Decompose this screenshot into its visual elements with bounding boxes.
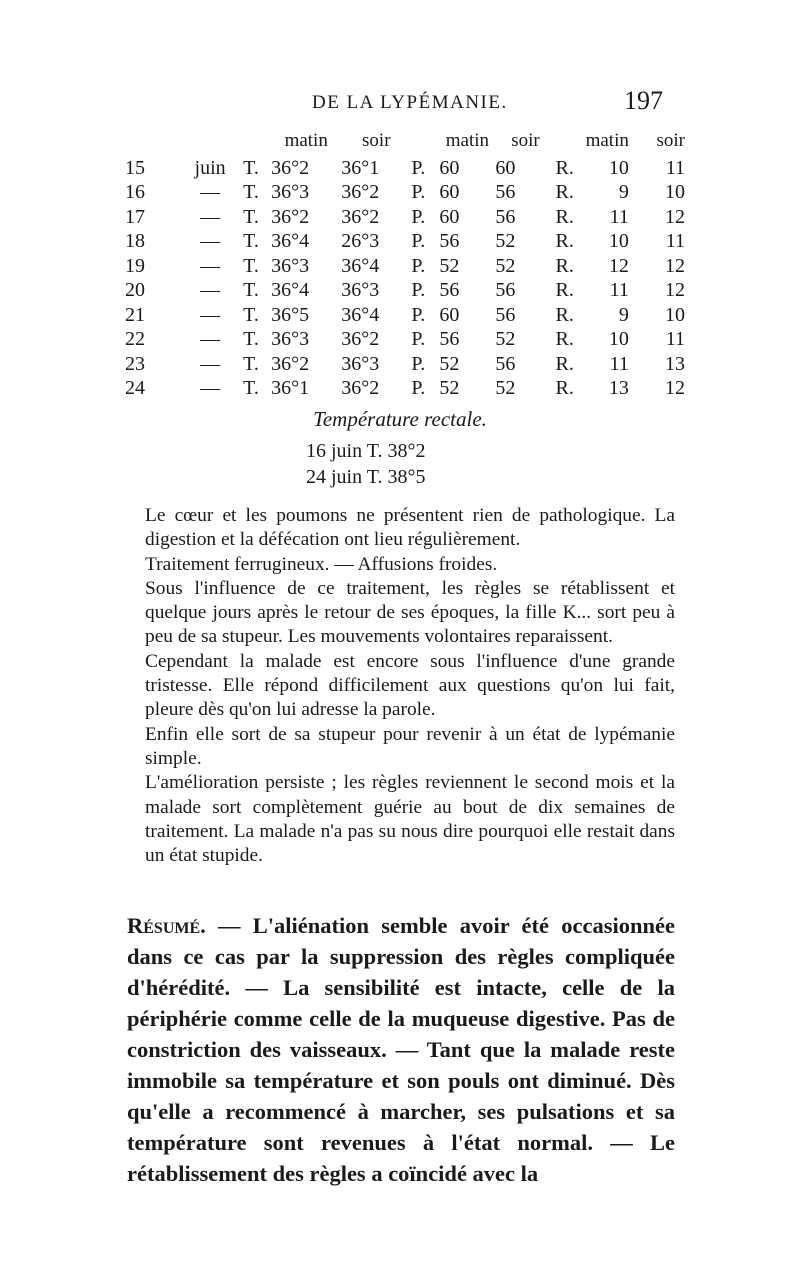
pulse-evening: 60	[495, 156, 516, 179]
day-cell: 20	[125, 279, 145, 302]
temperature-morning: 36°2	[271, 156, 310, 179]
pulse-label: P.	[411, 279, 426, 302]
pulse-label: P.	[411, 303, 426, 326]
table-body	[125, 156, 685, 401]
day-cell: 22	[125, 328, 145, 351]
column-header: soir	[362, 130, 391, 151]
running-title: DE LA LYPÉMANIE.	[312, 92, 508, 113]
table-row	[125, 279, 685, 304]
temperature-morning: 36°2	[271, 352, 310, 375]
temperature-label: T.	[243, 352, 259, 375]
respiration-evening: 11	[665, 230, 685, 253]
temperature-label: T.	[243, 181, 259, 204]
table-row	[125, 156, 685, 181]
respiration-label: R.	[555, 303, 574, 326]
temperature-evening: 36°4	[341, 254, 380, 277]
paragraph: Traitement ferrugineux. — Affusions froides.	[145, 553, 498, 575]
day-cell: 24	[125, 377, 145, 400]
respiration-morning: 11	[609, 279, 629, 302]
day-cell: 21	[125, 303, 145, 326]
pulse-evening: 56	[495, 352, 516, 375]
rectal-temperature-line: 24 juin T. 38°5	[306, 466, 426, 488]
respiration-morning: 9	[618, 181, 629, 204]
rectal-temperature-line: 16 juin T. 38°2	[306, 440, 426, 462]
respiration-label: R.	[555, 328, 574, 351]
temperature-evening: 36°3	[341, 279, 380, 302]
body-text	[145, 504, 675, 868]
paragraph: L'amélioration persiste ; les règles reviennent le second mois et la malade sort complètement guérie au bout de dix semaines de traitement. La malade n'a pas su nous dire pourquoi elle restait dans un état stupide.	[145, 772, 675, 867]
temperature-label: T.	[243, 279, 259, 302]
temperature-morning: 36°4	[271, 230, 310, 253]
temperature-morning: 36°3	[271, 181, 310, 204]
pulse-morning: 52	[439, 352, 460, 375]
temperature-morning: 36°2	[271, 205, 310, 228]
column-header: matin	[445, 130, 490, 151]
pulse-evening: 52	[495, 254, 516, 277]
pulse-morning: 52	[439, 377, 460, 400]
pulse-evening: 52	[495, 328, 516, 351]
paragraph: Sous l'influence de ce traitement, les règles se rétablissent et quelque jours après le retour de ses époques, la fille K... sort peu à peu de sa stupeur. Les mouvements volontaires reparaissent.	[145, 577, 675, 648]
pulse-morning: 56	[439, 279, 460, 302]
month-cell: —	[200, 352, 221, 375]
pulse-label: P.	[411, 254, 426, 277]
month-cell: —	[200, 377, 221, 400]
respiration-evening: 12	[665, 254, 685, 277]
pulse-evening: 56	[495, 279, 516, 302]
table-row	[125, 205, 685, 230]
respiration-label: R.	[555, 352, 574, 375]
pulse-label: P.	[411, 230, 426, 253]
pulse-morning: 56	[439, 230, 460, 253]
table-row	[125, 328, 685, 353]
resume-label: Résumé.	[127, 913, 206, 938]
respiration-morning: 13	[608, 377, 629, 400]
temperature-evening: 36°2	[341, 377, 380, 400]
table-row	[125, 303, 685, 328]
page-number: 197	[624, 86, 663, 115]
pulse-evening: 56	[495, 303, 516, 326]
vitals-table	[125, 126, 685, 401]
table-row	[125, 377, 685, 402]
respiration-label: R.	[555, 156, 574, 179]
month-cell: —	[200, 279, 221, 302]
respiration-evening: 11	[665, 156, 685, 179]
table-row	[125, 352, 685, 377]
paragraph: Enfin elle sort de sa stupeur pour revenir à un état de lypémanie simple.	[145, 723, 675, 769]
respiration-evening: 12	[665, 279, 685, 302]
respiration-label: R.	[555, 205, 574, 228]
table-header-row	[125, 126, 685, 156]
temperature-evening: 36°3	[341, 352, 380, 375]
respiration-morning: 10	[608, 156, 629, 179]
temperature-label: T.	[243, 230, 259, 253]
day-cell: 16	[125, 181, 145, 204]
temperature-label: T.	[243, 328, 259, 351]
paragraph: Le cœur et les poumons ne présentent rien de pathologique. La digestion et la défécation ont lieu régulièrement.	[145, 505, 675, 551]
respiration-evening: 13	[665, 352, 685, 375]
rectal-temperature-title: Température rectale.	[313, 407, 487, 431]
temperature-label: T.	[243, 205, 259, 228]
temperature-label: T.	[243, 303, 259, 326]
day-cell: 23	[125, 352, 145, 375]
pulse-morning: 60	[439, 205, 460, 228]
respiration-evening: 12	[665, 205, 685, 228]
respiration-evening: 10	[665, 303, 685, 326]
respiration-evening: 10	[665, 181, 685, 204]
table-row	[125, 181, 685, 206]
day-cell: 19	[125, 254, 145, 277]
column-header: soir	[511, 130, 540, 151]
day-cell: 17	[125, 205, 145, 228]
pulse-label: P.	[411, 156, 426, 179]
respiration-morning: 9	[618, 303, 629, 326]
day-cell: 18	[125, 230, 145, 253]
day-cell: 15	[125, 156, 145, 179]
temperature-evening: 36°2	[341, 328, 380, 351]
respiration-morning: 10	[608, 230, 629, 253]
respiration-label: R.	[555, 254, 574, 277]
temperature-morning: 36°1	[271, 377, 310, 400]
respiration-label: R.	[555, 230, 574, 253]
month-cell: —	[200, 205, 221, 228]
temperature-morning: 36°3	[271, 328, 310, 351]
pulse-morning: 60	[439, 181, 460, 204]
pulse-label: P.	[411, 205, 426, 228]
column-header: matin	[284, 130, 328, 151]
page-header	[0, 86, 800, 122]
table-row	[125, 230, 685, 255]
pulse-evening: 56	[495, 205, 516, 228]
pulse-morning: 60	[439, 303, 460, 326]
column-header: matin	[585, 130, 629, 151]
month-cell: —	[200, 303, 221, 326]
temperature-evening: 36°1	[341, 156, 380, 179]
temperature-label: T.	[243, 254, 259, 277]
pulse-morning: 56	[439, 328, 460, 351]
pulse-morning: 60	[439, 156, 460, 179]
temperature-evening: 26°3	[341, 230, 380, 253]
respiration-morning: 11	[609, 205, 629, 228]
temperature-evening: 36°2	[341, 205, 380, 228]
pulse-evening: 52	[495, 377, 516, 400]
table-row	[125, 254, 685, 279]
resume-text: — L'aliénation semble avoir été occasionnée dans ce cas par la suppression des règles compliquée d'hérédité. — La sensibilité est intacte, celle de la périphérie comme celle de la muqueuse digestive. Pas de constriction des vaisseaux. — Tant que la malade reste immobile sa température et son pouls ont diminué. Dès qu'elle a recommencé à marcher, ses pulsations et sa température sont revenues à l'état normal. — Le rétablissement des règles a coïncidé avec la	[127, 913, 675, 1186]
pulse-label: P.	[411, 328, 426, 351]
pulse-label: P.	[411, 377, 426, 400]
month-cell: —	[200, 230, 221, 253]
pulse-label: P.	[411, 181, 426, 204]
pulse-evening: 52	[495, 230, 516, 253]
temperature-morning: 36°5	[271, 303, 310, 326]
resume-paragraph	[127, 910, 675, 1189]
month-cell: —	[200, 181, 221, 204]
respiration-evening: 11	[665, 328, 685, 351]
pulse-morning: 52	[439, 254, 460, 277]
pulse-label: P.	[411, 352, 426, 375]
month-cell: —	[200, 254, 221, 277]
respiration-label: R.	[555, 279, 574, 302]
paragraph: Cependant la malade est encore sous l'influence d'une grande tristesse. Elle répond difficilement aux questions qu'on lui fait, pleure dès qu'on lui adresse la parole.	[145, 650, 675, 721]
temperature-label: T.	[243, 377, 259, 400]
respiration-label: R.	[555, 377, 574, 400]
respiration-label: R.	[555, 181, 574, 204]
month-cell: juin	[194, 156, 226, 179]
temperature-evening: 36°2	[341, 181, 380, 204]
temperature-morning: 36°4	[271, 279, 310, 302]
column-header: soir	[656, 130, 685, 151]
respiration-morning: 10	[608, 328, 629, 351]
temperature-label: T.	[243, 156, 259, 179]
respiration-evening: 12	[665, 377, 685, 400]
respiration-morning: 11	[609, 352, 629, 375]
temperature-evening: 36°4	[341, 303, 380, 326]
temperature-morning: 36°3	[271, 254, 310, 277]
month-cell: —	[200, 328, 221, 351]
pulse-evening: 56	[495, 181, 516, 204]
respiration-morning: 12	[608, 254, 629, 277]
